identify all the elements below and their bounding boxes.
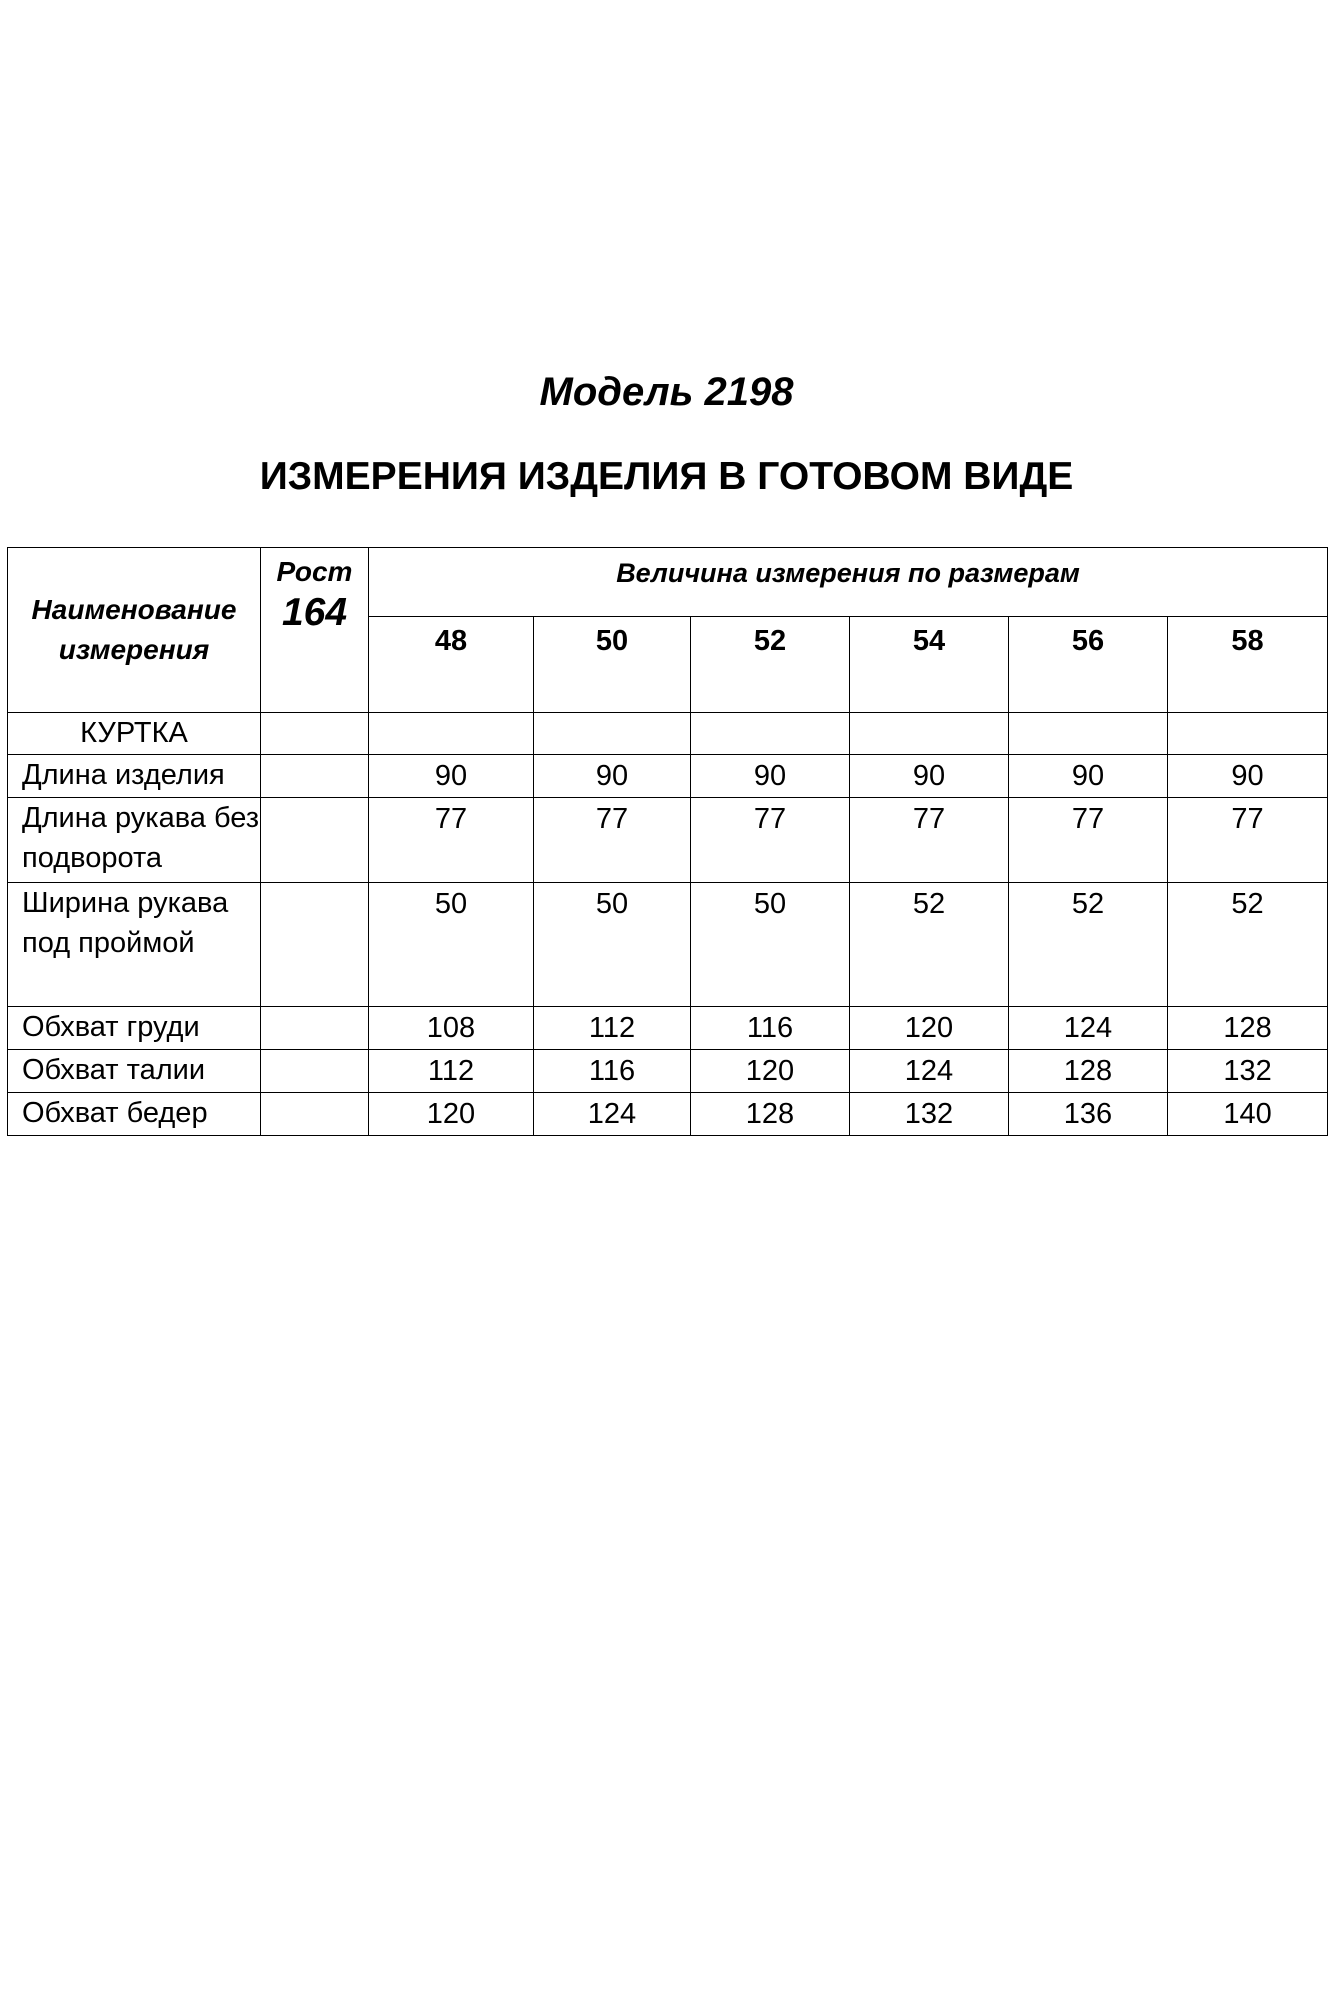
measurement-value: 77 xyxy=(691,798,850,883)
measurement-name: Обхват бедер xyxy=(8,1093,261,1136)
measurement-value: 128 xyxy=(1009,1050,1168,1093)
measurement-value: 120 xyxy=(850,1007,1009,1050)
measurements-table xyxy=(7,547,1328,1136)
measurement-value: 132 xyxy=(1168,1050,1328,1093)
sizes-group-header: Величина измерения по размерам xyxy=(369,548,1328,617)
height-value: 164 xyxy=(281,591,348,634)
table-row xyxy=(8,755,1328,798)
measurement-value: 90 xyxy=(1168,755,1328,798)
measurement-value: 90 xyxy=(850,755,1009,798)
measurement-value: 77 xyxy=(1009,798,1168,883)
measurement-value: 108 xyxy=(369,1007,534,1050)
size-header: 48 xyxy=(369,617,534,713)
table-cell xyxy=(261,883,369,1007)
measurement-value: 112 xyxy=(369,1050,534,1093)
table-cell xyxy=(850,713,1009,755)
table-cell xyxy=(261,798,369,883)
table-cell xyxy=(691,713,850,755)
table-cell xyxy=(1168,713,1328,755)
section-label: КУРТКА xyxy=(8,713,261,755)
measurement-value: 136 xyxy=(1009,1093,1168,1136)
measurement-value: 50 xyxy=(369,883,534,1007)
measurement-value: 124 xyxy=(850,1050,1009,1093)
model-title: Модель 2198 xyxy=(539,370,794,414)
measurement-value: 112 xyxy=(534,1007,691,1050)
measurement-name-header: Наименование измерения xyxy=(8,548,261,713)
size-header: 54 xyxy=(850,617,1009,713)
measurement-value: 120 xyxy=(691,1050,850,1093)
measurement-value: 77 xyxy=(369,798,534,883)
size-header: 50 xyxy=(534,617,691,713)
measurement-value: 52 xyxy=(1168,883,1328,1007)
measurement-value: 124 xyxy=(534,1093,691,1136)
table-cell xyxy=(261,1007,369,1050)
table-row xyxy=(8,883,1328,1007)
table-cell xyxy=(534,713,691,755)
size-header: 52 xyxy=(691,617,850,713)
table-row xyxy=(8,798,1328,883)
measurement-value: 128 xyxy=(691,1093,850,1136)
document-title: ИЗМЕРЕНИЯ ИЗДЕЛИЯ В ГОТОВОМ ВИДЕ xyxy=(259,455,1074,498)
header-row-top xyxy=(8,548,1328,617)
measurement-value: 90 xyxy=(534,755,691,798)
size-header: 58 xyxy=(1168,617,1328,713)
measurement-name: Длина изделия xyxy=(8,755,261,798)
measurement-value: 77 xyxy=(850,798,1009,883)
table-cell xyxy=(261,1093,369,1136)
measurement-value: 52 xyxy=(850,883,1009,1007)
measurement-value: 128 xyxy=(1168,1007,1328,1050)
measurement-value: 120 xyxy=(369,1093,534,1136)
measurement-value: 124 xyxy=(1009,1007,1168,1050)
measurement-value: 77 xyxy=(1168,798,1328,883)
table-row xyxy=(8,1050,1328,1093)
table-cell xyxy=(261,713,369,755)
measurement-name: Обхват груди xyxy=(8,1007,261,1050)
table-cell xyxy=(261,755,369,798)
section-row xyxy=(8,713,1328,755)
measurement-name: Ширина рукава под проймой xyxy=(8,883,261,1007)
table-cell xyxy=(369,713,534,755)
measurement-value: 50 xyxy=(691,883,850,1007)
measurement-value: 52 xyxy=(1009,883,1168,1007)
measurement-value: 140 xyxy=(1168,1093,1328,1136)
height-header xyxy=(261,548,369,713)
size-header: 56 xyxy=(1009,617,1168,713)
table-cell xyxy=(261,1050,369,1093)
measurement-value: 132 xyxy=(850,1093,1009,1136)
measurement-value: 90 xyxy=(1009,755,1168,798)
table-cell xyxy=(1009,713,1168,755)
measurement-value: 77 xyxy=(534,798,691,883)
table-row xyxy=(8,1007,1328,1050)
measurement-value: 50 xyxy=(534,883,691,1007)
height-label: Рост xyxy=(276,556,353,587)
measurement-value: 90 xyxy=(691,755,850,798)
measurement-value: 116 xyxy=(691,1007,850,1050)
measurement-name: Обхват талии xyxy=(8,1050,261,1093)
measurement-name: Длина рукава без подворота xyxy=(8,798,261,883)
table-row xyxy=(8,1093,1328,1136)
measurement-value: 116 xyxy=(534,1050,691,1093)
measurement-value: 90 xyxy=(369,755,534,798)
